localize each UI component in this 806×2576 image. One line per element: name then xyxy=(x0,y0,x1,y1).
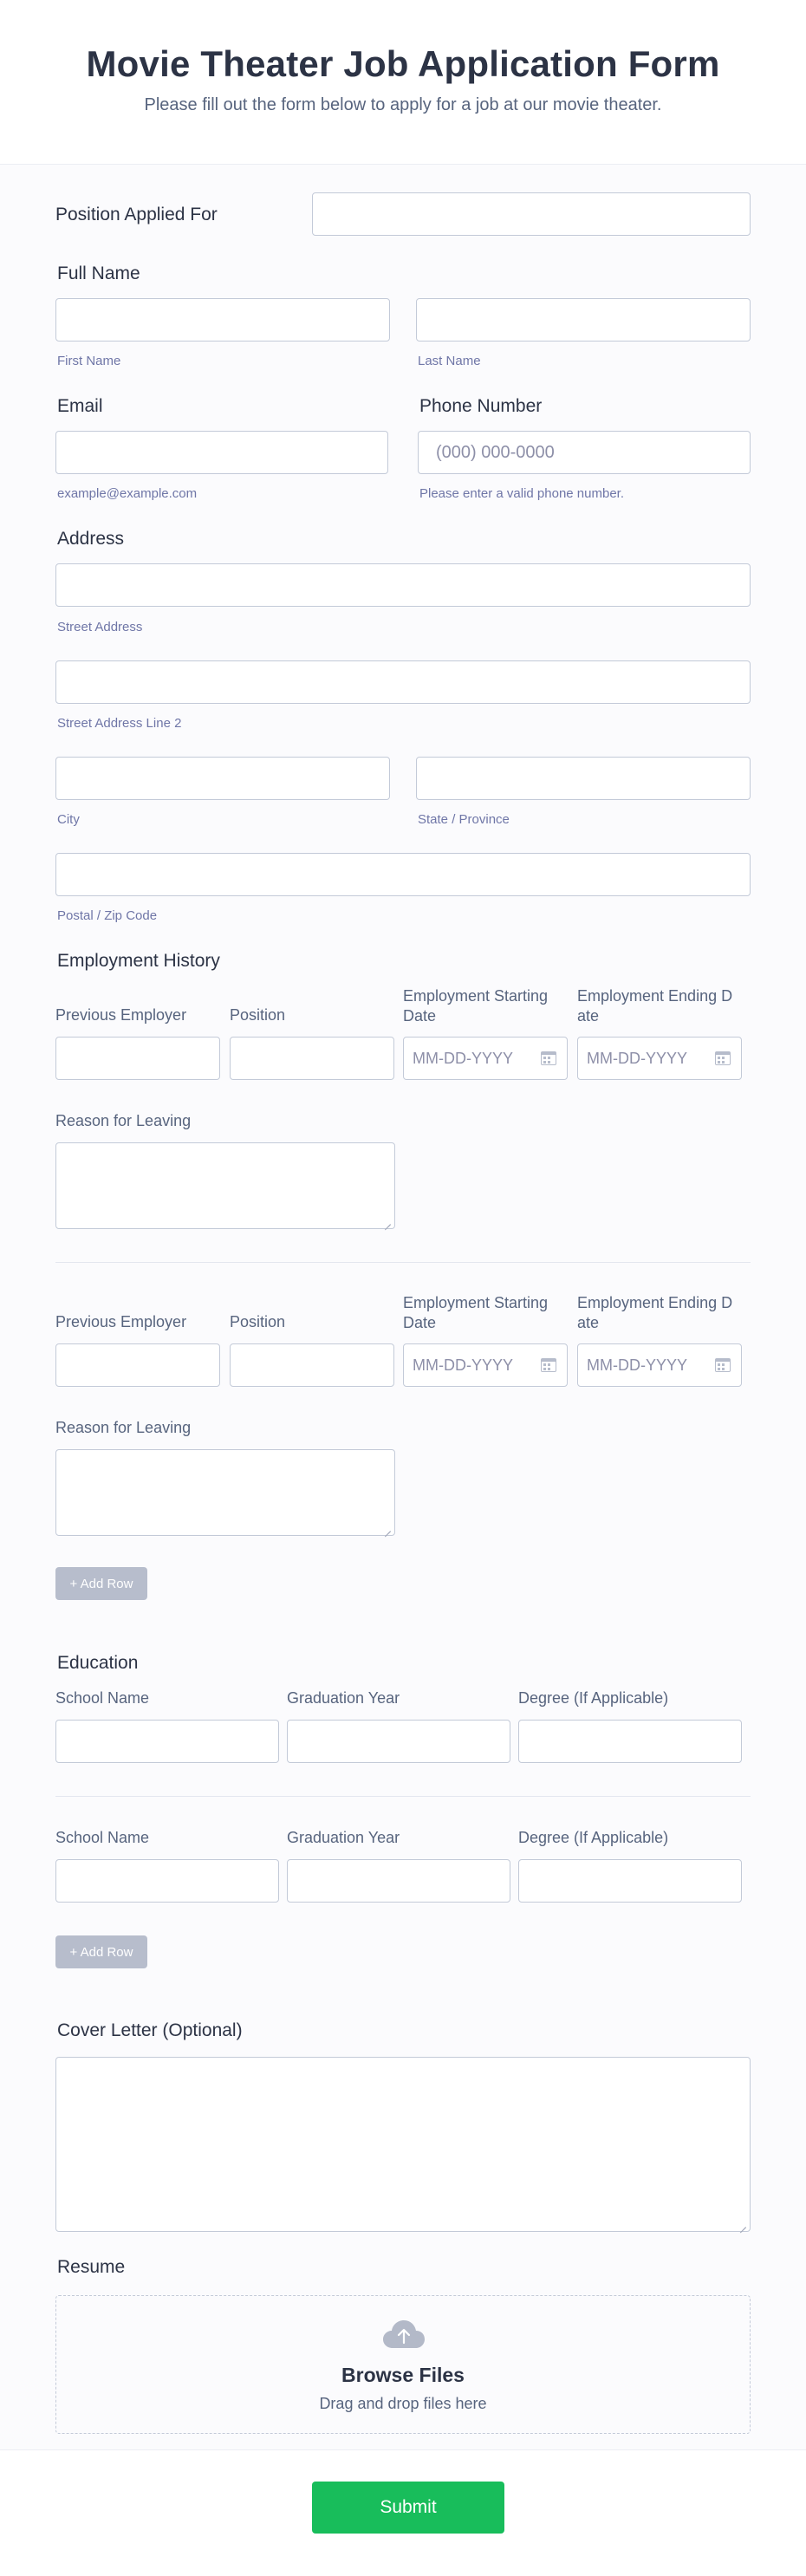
degree-label: Degree (If Applicable) xyxy=(518,1689,669,1707)
browse-files-text[interactable]: Browse Files xyxy=(341,2364,465,2386)
resize-handle-icon[interactable] xyxy=(384,1525,391,1532)
position-input[interactable] xyxy=(312,192,751,236)
previous-employer-input[interactable] xyxy=(55,1343,220,1387)
street-address-sublabel: Street Address xyxy=(57,620,143,634)
date-placeholder: MM-DD-YYYY xyxy=(413,1049,513,1067)
zip-input[interactable] xyxy=(55,853,751,896)
end-date-input[interactable] xyxy=(577,1037,742,1080)
form-subtitle: Please fill out the form below to apply for a job at our movie theater. xyxy=(144,95,662,114)
employment-add-row-button[interactable]: + Add Row xyxy=(55,1567,147,1600)
school-name-label: School Name xyxy=(55,1829,150,1846)
start-date-label: Employment Starting Date xyxy=(403,987,549,1025)
start-date-label: Employment Starting Date xyxy=(403,1294,549,1331)
resize-handle-icon[interactable] xyxy=(384,1218,391,1225)
position-input-row[interactable] xyxy=(230,1037,394,1080)
school-name-input[interactable] xyxy=(55,1720,279,1763)
position-col-label: Position xyxy=(230,1006,286,1024)
city-input[interactable] xyxy=(55,757,390,800)
position-col-label: Position xyxy=(230,1313,286,1330)
city-sublabel: City xyxy=(57,812,80,827)
form-header xyxy=(0,0,806,165)
school-name-label: School Name xyxy=(55,1689,150,1707)
cover-letter-label: Cover Letter (Optional) xyxy=(57,2020,243,2040)
calendar-icon[interactable] xyxy=(541,1051,556,1065)
street-address-2-sublabel: Street Address Line 2 xyxy=(57,716,182,731)
calendar-icon[interactable] xyxy=(715,1358,731,1372)
degree-input[interactable] xyxy=(518,1720,742,1763)
street-address-input[interactable] xyxy=(55,563,751,607)
graduation-year-label: Graduation Year xyxy=(287,1689,400,1707)
graduation-year-input[interactable] xyxy=(287,1859,510,1903)
submit-button[interactable]: Submit xyxy=(312,2482,504,2534)
form-footer xyxy=(0,2449,806,2576)
row-divider xyxy=(55,1262,751,1263)
first-name-input[interactable] xyxy=(55,298,390,342)
last-name-input[interactable] xyxy=(416,298,751,342)
graduation-year-input[interactable] xyxy=(287,1720,510,1763)
address-label: Address xyxy=(57,529,125,549)
date-placeholder: MM-DD-YYYY xyxy=(587,1356,687,1374)
reason-for-leaving-textarea[interactable] xyxy=(55,1142,395,1229)
end-date-label: Employment Ending D ate xyxy=(577,987,733,1025)
employment-history-title: Employment History xyxy=(57,951,220,971)
full-name-label: Full Name xyxy=(57,263,140,283)
street-address-2-input[interactable] xyxy=(55,660,751,704)
calendar-icon[interactable] xyxy=(541,1358,556,1372)
end-date-label: Employment Ending D ate xyxy=(577,1294,733,1331)
zip-sublabel: Postal / Zip Code xyxy=(57,908,158,923)
position-label: Position Applied For xyxy=(55,205,218,224)
cloud-upload-icon xyxy=(382,2319,426,2350)
start-date-input[interactable] xyxy=(403,1037,568,1080)
calendar-icon[interactable] xyxy=(715,1051,731,1065)
phone-label: Phone Number xyxy=(419,396,543,416)
graduation-year-label: Graduation Year xyxy=(287,1829,400,1846)
start-date-input[interactable] xyxy=(403,1343,568,1387)
cover-letter-textarea[interactable] xyxy=(55,2057,751,2232)
phone-input[interactable] xyxy=(418,431,751,474)
end-date-input[interactable] xyxy=(577,1343,742,1387)
email-input[interactable] xyxy=(55,431,388,474)
previous-employer-label: Previous Employer xyxy=(55,1313,187,1330)
education-add-row-button[interactable]: + Add Row xyxy=(55,1935,147,1968)
first-name-sublabel: First Name xyxy=(57,354,121,368)
drag-drop-text: Drag and drop files here xyxy=(319,2395,487,2412)
phone-placeholder: (000) 000-0000 xyxy=(436,442,555,462)
position-input-row[interactable] xyxy=(230,1343,394,1387)
previous-employer-input[interactable] xyxy=(55,1037,220,1080)
education-title: Education xyxy=(57,1653,139,1673)
reason-for-leaving-textarea[interactable] xyxy=(55,1449,395,1536)
phone-sublabel: Please enter a valid phone number. xyxy=(419,486,624,501)
reason-for-leaving-label: Reason for Leaving xyxy=(55,1419,192,1436)
state-input[interactable] xyxy=(416,757,751,800)
date-placeholder: MM-DD-YYYY xyxy=(587,1049,687,1067)
school-name-input[interactable] xyxy=(55,1859,279,1903)
email-label: Email xyxy=(57,396,103,416)
row-divider xyxy=(55,1796,751,1797)
state-sublabel: State / Province xyxy=(418,812,510,827)
previous-employer-label: Previous Employer xyxy=(55,1006,187,1024)
resume-upload-dropzone[interactable] xyxy=(55,2295,751,2434)
last-name-sublabel: Last Name xyxy=(418,354,481,368)
resize-handle-icon[interactable] xyxy=(739,2221,746,2228)
degree-label: Degree (If Applicable) xyxy=(518,1829,669,1846)
email-sublabel: example@example.com xyxy=(57,486,198,501)
date-placeholder: MM-DD-YYYY xyxy=(413,1356,513,1374)
resume-label: Resume xyxy=(57,2257,126,2277)
form-title: Movie Theater Job Application Form xyxy=(86,43,720,84)
degree-input[interactable] xyxy=(518,1859,742,1903)
reason-for-leaving-label: Reason for Leaving xyxy=(55,1112,192,1129)
